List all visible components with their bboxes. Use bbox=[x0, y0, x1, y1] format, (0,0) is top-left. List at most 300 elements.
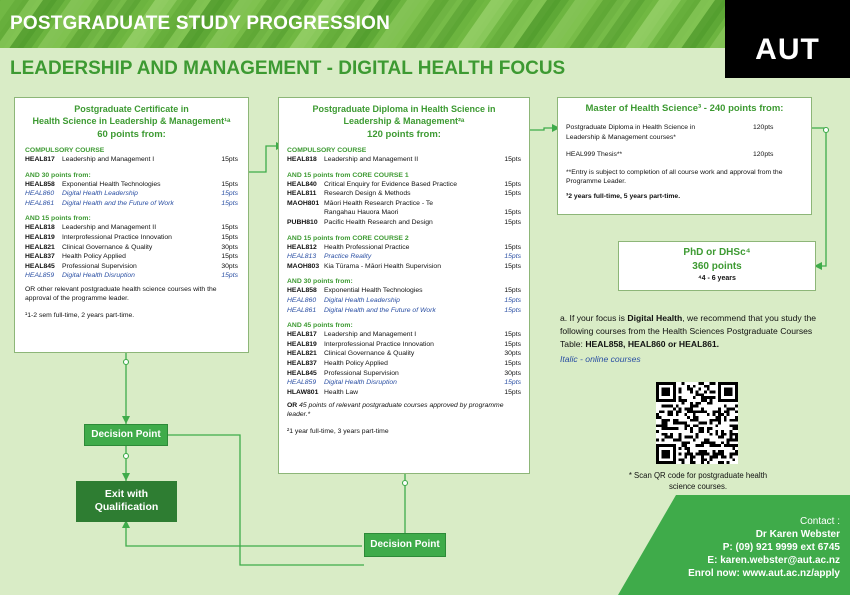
course-row bbox=[287, 189, 521, 199]
qr-module bbox=[718, 419, 721, 422]
course-pts: 15pts bbox=[504, 253, 521, 261]
qr-module bbox=[664, 419, 667, 422]
connector-decision2-to-exit bbox=[126, 522, 362, 546]
certificate-title-line1: Postgraduate Certificate in bbox=[74, 104, 189, 114]
course-pts: 30pts bbox=[221, 243, 238, 251]
masters-row bbox=[566, 123, 803, 142]
qr-module bbox=[670, 427, 673, 430]
qr-module bbox=[713, 441, 716, 444]
course-pts: 15pts bbox=[221, 272, 238, 280]
qr-module bbox=[679, 399, 682, 402]
qr-module bbox=[730, 456, 733, 459]
phd-box bbox=[618, 241, 816, 291]
qr-module bbox=[724, 388, 732, 396]
qr-module bbox=[727, 444, 730, 447]
qr-module bbox=[715, 433, 718, 436]
course-code: MAOH803 bbox=[287, 262, 320, 270]
qr-module bbox=[721, 456, 724, 459]
qr-module bbox=[721, 441, 724, 444]
focus-text-a: a. If your focus is bbox=[560, 313, 628, 323]
qr-module bbox=[696, 390, 699, 393]
diploma-note-text: 45 points of relevant postgraduate courses approved by programme leader.* bbox=[287, 402, 504, 419]
digital-health-focus-note bbox=[560, 312, 830, 366]
qr-module bbox=[732, 407, 735, 410]
diploma-note bbox=[287, 401, 521, 419]
decision-point-button[interactable]: Decision Point bbox=[84, 424, 168, 446]
qr-module bbox=[664, 436, 667, 439]
course-code: HEAL821 bbox=[25, 243, 55, 251]
course-code: HEAL837 bbox=[287, 359, 317, 367]
course-row bbox=[287, 180, 521, 190]
course-code: HEAL812 bbox=[287, 243, 317, 251]
diploma-title-line1: Postgraduate Diploma in Health Science in bbox=[312, 104, 496, 114]
course-pts: 15pts bbox=[504, 180, 521, 188]
course-pts: 15pts bbox=[504, 340, 521, 348]
qr-module bbox=[679, 390, 682, 393]
qr-module bbox=[713, 419, 716, 422]
qr-module bbox=[735, 405, 738, 408]
course-row bbox=[287, 199, 521, 209]
course-row bbox=[287, 349, 521, 359]
focus-text-courses: HEAL858, HEAL860 or HEAL861. bbox=[585, 339, 720, 349]
qr-module bbox=[735, 427, 738, 430]
qr-module bbox=[676, 427, 679, 430]
qr-module bbox=[718, 450, 721, 453]
qr-module bbox=[684, 413, 687, 416]
qr-module bbox=[662, 439, 665, 442]
qr-module bbox=[690, 436, 693, 439]
qr-module bbox=[710, 441, 713, 444]
qr-module bbox=[710, 433, 713, 436]
course-name: Health Law bbox=[324, 388, 359, 396]
qr-module bbox=[662, 419, 665, 422]
qr-module bbox=[659, 424, 662, 427]
qr-module bbox=[735, 453, 738, 456]
qr-module bbox=[707, 439, 710, 442]
qr-module bbox=[721, 413, 724, 416]
section-heading: COMPULSORY COURSE bbox=[287, 147, 367, 154]
qr-module bbox=[713, 382, 716, 385]
phd-duration: ⁴4 - 6 years bbox=[698, 275, 736, 282]
qr-module bbox=[701, 458, 704, 461]
course-name: Digital Health and the Future of Work bbox=[324, 306, 436, 314]
qr-module bbox=[693, 396, 696, 399]
qr-module bbox=[690, 453, 693, 456]
qr-module bbox=[679, 453, 682, 456]
connector-cert-to-dip bbox=[249, 146, 276, 172]
course-row bbox=[287, 296, 521, 306]
qr-module bbox=[684, 422, 687, 425]
course-code: HEAL861 bbox=[25, 199, 55, 207]
qr-module bbox=[662, 422, 665, 425]
qr-module bbox=[715, 444, 718, 447]
qr-module bbox=[684, 399, 687, 402]
qr-module bbox=[721, 461, 724, 464]
qr-module bbox=[730, 439, 733, 442]
qr-module bbox=[656, 416, 659, 419]
qr-module bbox=[735, 450, 738, 453]
qr-module bbox=[715, 453, 718, 456]
online-courses-legend: Italic - online courses bbox=[560, 354, 641, 364]
course-pts: 15pts bbox=[504, 243, 521, 251]
node-decision-bottom bbox=[124, 454, 129, 459]
qr-module bbox=[724, 419, 727, 422]
course-name: Health Policy Applied bbox=[324, 359, 388, 367]
enrol-link[interactable]: www.aut.ac.nz/apply bbox=[742, 568, 840, 579]
qr-module bbox=[681, 399, 684, 402]
qr-module bbox=[664, 424, 667, 427]
qr-module bbox=[690, 427, 693, 430]
course-pts: 30pts bbox=[221, 262, 238, 270]
contact-name: Dr Karen Webster bbox=[755, 529, 840, 540]
qr-module bbox=[687, 436, 690, 439]
section-heading: AND 15 points from: bbox=[25, 215, 91, 223]
course-row bbox=[287, 369, 521, 379]
qr-module bbox=[676, 422, 679, 425]
qr-module bbox=[687, 410, 690, 413]
qr-module bbox=[704, 453, 707, 456]
qr-module bbox=[732, 447, 735, 450]
course-code: HEAL845 bbox=[25, 262, 55, 270]
section-heading: AND 15 points from CORE COURSE 2 bbox=[287, 234, 409, 242]
course-code: HLAW801 bbox=[287, 388, 319, 396]
qr-module bbox=[681, 422, 684, 425]
qr-module bbox=[721, 453, 724, 456]
qr-module bbox=[698, 422, 701, 425]
qr-module bbox=[732, 458, 735, 461]
qr-module bbox=[718, 416, 721, 419]
qr-module bbox=[727, 441, 730, 444]
qr-module bbox=[735, 433, 738, 436]
course-pts: 15pts bbox=[504, 262, 521, 270]
course-code: HEAL859 bbox=[287, 379, 317, 387]
course-row bbox=[287, 262, 521, 272]
qr-module bbox=[664, 427, 667, 430]
qr-module bbox=[713, 456, 716, 459]
course-pts: 15pts bbox=[221, 253, 238, 261]
qr-module bbox=[718, 410, 721, 413]
focus-text-c: , we recommend that you study the following courses from the Health Sciences Postgraduate Courses Table: bbox=[560, 313, 817, 349]
qr-module bbox=[693, 424, 696, 427]
section-heading: AND 45 points from: bbox=[287, 322, 353, 330]
diploma-points: 120 points from: bbox=[367, 129, 441, 140]
enrol-label: Enrol now: bbox=[688, 568, 743, 579]
qr-module bbox=[684, 407, 687, 410]
course-name: Digital Health Disruption bbox=[62, 272, 135, 280]
qr-module bbox=[684, 441, 687, 444]
qr-module bbox=[713, 396, 716, 399]
masters-note: **Entry is subject to completion of all course work and approval from the Programme Leader. bbox=[566, 168, 783, 185]
qr-module bbox=[710, 419, 713, 422]
qr-module bbox=[718, 453, 721, 456]
qr-module bbox=[670, 410, 673, 413]
qr-module bbox=[698, 444, 701, 447]
qr-module bbox=[690, 458, 693, 461]
course-row bbox=[25, 243, 238, 253]
course-pts: 15pts bbox=[504, 306, 521, 314]
qr-module bbox=[681, 461, 684, 464]
course-name: Rangahau Hauora Maori bbox=[324, 209, 399, 217]
qr-module bbox=[690, 430, 693, 433]
certificate-course-list bbox=[25, 146, 238, 281]
qr-module bbox=[662, 388, 670, 396]
phd-points: 360 points bbox=[692, 261, 742, 272]
qr-module bbox=[707, 385, 710, 388]
qr-module bbox=[732, 453, 735, 456]
qr-module bbox=[713, 444, 716, 447]
qr-module bbox=[732, 419, 735, 422]
qr-module bbox=[667, 436, 670, 439]
qr-module bbox=[656, 439, 659, 442]
qr-module bbox=[687, 416, 690, 419]
qr-module bbox=[676, 410, 679, 413]
qr-module bbox=[679, 433, 682, 436]
qr-module bbox=[696, 424, 699, 427]
qr-module bbox=[662, 410, 665, 413]
qr-module bbox=[662, 433, 665, 436]
diploma-course-list bbox=[287, 146, 521, 397]
course-row bbox=[287, 306, 521, 316]
course-pts: 15pts bbox=[221, 180, 238, 188]
course-row bbox=[287, 243, 521, 253]
course-name: Professional Supervision bbox=[62, 262, 137, 270]
qr-module bbox=[721, 430, 724, 433]
qr-module bbox=[710, 399, 713, 402]
course-code: HEAL819 bbox=[25, 233, 55, 241]
qr-module bbox=[681, 441, 684, 444]
course-row bbox=[287, 388, 521, 398]
qr-module bbox=[662, 427, 665, 430]
qr-module bbox=[670, 436, 673, 439]
course-pts: 30pts bbox=[504, 350, 521, 358]
section-heading: AND 30 points from: bbox=[25, 171, 91, 179]
qr-module bbox=[693, 456, 696, 459]
qr-module bbox=[735, 424, 738, 427]
qr-module bbox=[693, 439, 696, 442]
qr-module bbox=[718, 407, 721, 410]
qr-module bbox=[667, 419, 670, 422]
arrow-to-decision bbox=[122, 416, 130, 424]
qr-module bbox=[727, 407, 730, 410]
qr-module bbox=[673, 427, 676, 430]
qr-module bbox=[701, 396, 704, 399]
course-name: Clinical Governance & Quality bbox=[324, 350, 415, 358]
qr-module bbox=[701, 382, 704, 385]
qr-module bbox=[664, 433, 667, 436]
qr-module bbox=[693, 461, 696, 464]
enrol-line bbox=[610, 567, 840, 580]
qr-module bbox=[715, 430, 718, 433]
course-pts: 15pts bbox=[221, 156, 238, 163]
aut-logo: AUT bbox=[725, 0, 850, 78]
qr-module bbox=[670, 405, 673, 408]
qr-module bbox=[684, 427, 687, 430]
masters-course-list bbox=[566, 123, 803, 160]
course-pts: 15pts bbox=[504, 331, 521, 339]
qr-module bbox=[730, 433, 733, 436]
qr-module bbox=[701, 441, 704, 444]
qr-module bbox=[690, 390, 693, 393]
qr-module bbox=[701, 450, 704, 453]
course-pts: 15pts bbox=[504, 190, 521, 198]
course-pts: 15pts bbox=[504, 296, 521, 304]
course-pts: 15pts bbox=[504, 156, 521, 163]
qr-module bbox=[701, 430, 704, 433]
course-row bbox=[287, 252, 521, 262]
section-heading: COMPULSORY COURSE bbox=[25, 147, 105, 154]
qr-module bbox=[684, 453, 687, 456]
qr-module bbox=[701, 427, 704, 430]
qr-module bbox=[676, 413, 679, 416]
qr-module bbox=[667, 427, 670, 430]
course-code: HEAL858 bbox=[25, 180, 55, 188]
qr-module bbox=[710, 396, 713, 399]
exit-with-qualification-button[interactable]: Exit with Qualification bbox=[76, 481, 177, 522]
course-name: Digital Health Leadership bbox=[324, 296, 400, 304]
qr-module bbox=[704, 458, 707, 461]
course-row bbox=[287, 359, 521, 369]
masters-course-points: 120pts bbox=[753, 151, 774, 159]
qr-module bbox=[724, 444, 727, 447]
phd-title: PhD or DHSc⁴ bbox=[683, 247, 751, 258]
course-name: Digital Health Leadership bbox=[62, 190, 138, 198]
course-name: Health Professional Practice bbox=[324, 243, 410, 251]
qr-module bbox=[687, 424, 690, 427]
qr-module bbox=[701, 456, 704, 459]
qr-module bbox=[724, 433, 727, 436]
course-name: Digital Health Disruption bbox=[324, 379, 397, 387]
course-row bbox=[25, 262, 238, 272]
qr-module bbox=[696, 405, 699, 408]
qr-module bbox=[693, 405, 696, 408]
qr-module bbox=[715, 410, 718, 413]
course-name: Exponential Health Technologies bbox=[324, 287, 423, 295]
qr-module bbox=[673, 419, 676, 422]
course-name: Kia Tūrama - Māori Health Supervision bbox=[324, 262, 441, 270]
course-pts: 15pts bbox=[504, 359, 521, 367]
qr-module bbox=[735, 436, 738, 439]
qr-module bbox=[693, 416, 696, 419]
qr-module bbox=[724, 405, 727, 408]
course-code: HEAL813 bbox=[287, 253, 317, 261]
qr-module bbox=[710, 390, 713, 393]
qr-module bbox=[704, 399, 707, 402]
qr-module bbox=[667, 410, 670, 413]
qr-module bbox=[673, 422, 676, 425]
course-code: HEAL858 bbox=[287, 287, 317, 295]
certificate-note: OR other relevant postgraduate health science courses with the approval of the programme leader. bbox=[25, 285, 217, 302]
course-pts: 15pts bbox=[504, 209, 521, 217]
qr-module bbox=[687, 453, 690, 456]
course-name: Leadership and Management II bbox=[62, 224, 157, 232]
qr-module bbox=[698, 402, 701, 405]
qr-module bbox=[696, 410, 699, 413]
qr-module bbox=[701, 407, 704, 410]
qr-module bbox=[684, 456, 687, 459]
qr-module bbox=[732, 439, 735, 442]
qr-module bbox=[732, 433, 735, 436]
qr-module bbox=[704, 396, 707, 399]
qr-module bbox=[718, 461, 721, 464]
qr-module bbox=[656, 413, 659, 416]
qr-module bbox=[679, 396, 682, 399]
qr-module bbox=[696, 416, 699, 419]
qr-module bbox=[679, 422, 682, 425]
qr-code-icon[interactable] bbox=[656, 382, 738, 464]
qr-module bbox=[676, 419, 679, 422]
qr-module bbox=[701, 393, 704, 396]
qr-module bbox=[718, 422, 721, 425]
page-title: POSTGRADUATE STUDY PROGRESSION bbox=[10, 13, 391, 34]
qr-module bbox=[659, 410, 662, 413]
qr-module bbox=[698, 382, 701, 385]
qr-module bbox=[727, 413, 730, 416]
qr-module bbox=[690, 419, 693, 422]
course-row bbox=[287, 155, 521, 165]
course-code: HEAL818 bbox=[287, 156, 317, 163]
qr-module bbox=[704, 410, 707, 413]
masters-course-name: Postgraduate Diploma in Health Science in Leadership & Management courses* bbox=[566, 124, 696, 141]
course-code: MAOH801 bbox=[287, 199, 320, 207]
qr-module bbox=[693, 410, 696, 413]
course-code: HEAL859 bbox=[25, 272, 55, 280]
qr-module bbox=[696, 402, 699, 405]
qr-module bbox=[679, 436, 682, 439]
node-cert-bottom bbox=[124, 360, 129, 365]
qr-module bbox=[676, 405, 679, 408]
qr-module bbox=[696, 433, 699, 436]
masters-course-name: HEAL999 Thesis** bbox=[566, 151, 623, 159]
qr-module bbox=[730, 430, 733, 433]
qr-module bbox=[707, 430, 710, 433]
qr-module bbox=[667, 413, 670, 416]
qr-module bbox=[662, 424, 665, 427]
qr-module bbox=[687, 388, 690, 391]
qr-module bbox=[687, 447, 690, 450]
qr-module bbox=[724, 416, 727, 419]
qr-module bbox=[710, 382, 713, 385]
qr-module bbox=[718, 436, 721, 439]
qr-module bbox=[704, 450, 707, 453]
course-row bbox=[25, 271, 238, 281]
qr-module bbox=[727, 410, 730, 413]
diploma-title-line2: Leadership & Management²ᵃ bbox=[343, 116, 465, 126]
qr-module bbox=[721, 450, 724, 453]
section-heading: AND 15 points from CORE COURSE 1 bbox=[287, 171, 409, 179]
qr-module bbox=[727, 461, 730, 464]
qr-module bbox=[693, 413, 696, 416]
qr-module bbox=[656, 430, 659, 433]
certificate-title-line2: Health Science in Leadership & Management¹ᵃ bbox=[32, 116, 231, 126]
qr-module bbox=[687, 450, 690, 453]
decision-point-2-button[interactable]: Decision Point bbox=[364, 533, 446, 557]
contact-phone[interactable]: P: (09) 921 9999 ext 6745 bbox=[722, 542, 840, 553]
qr-module bbox=[690, 405, 693, 408]
qr-module bbox=[662, 405, 665, 408]
qr-module bbox=[670, 433, 673, 436]
contact-email[interactable]: E: karen.webster@aut.ac.nz bbox=[707, 555, 840, 566]
node-masters-right bbox=[824, 128, 829, 133]
qr-module bbox=[679, 410, 682, 413]
qr-module bbox=[696, 444, 699, 447]
course-pts: 15pts bbox=[221, 224, 238, 232]
course-pts: 15pts bbox=[504, 218, 521, 226]
qr-module bbox=[690, 461, 693, 464]
page-subtitle: LEADERSHIP AND MANAGEMENT - DIGITAL HEALTH FOCUS bbox=[10, 58, 566, 79]
qr-module bbox=[679, 388, 682, 391]
qr-module bbox=[684, 424, 687, 427]
course-name: Research Design & Methods bbox=[324, 190, 411, 198]
